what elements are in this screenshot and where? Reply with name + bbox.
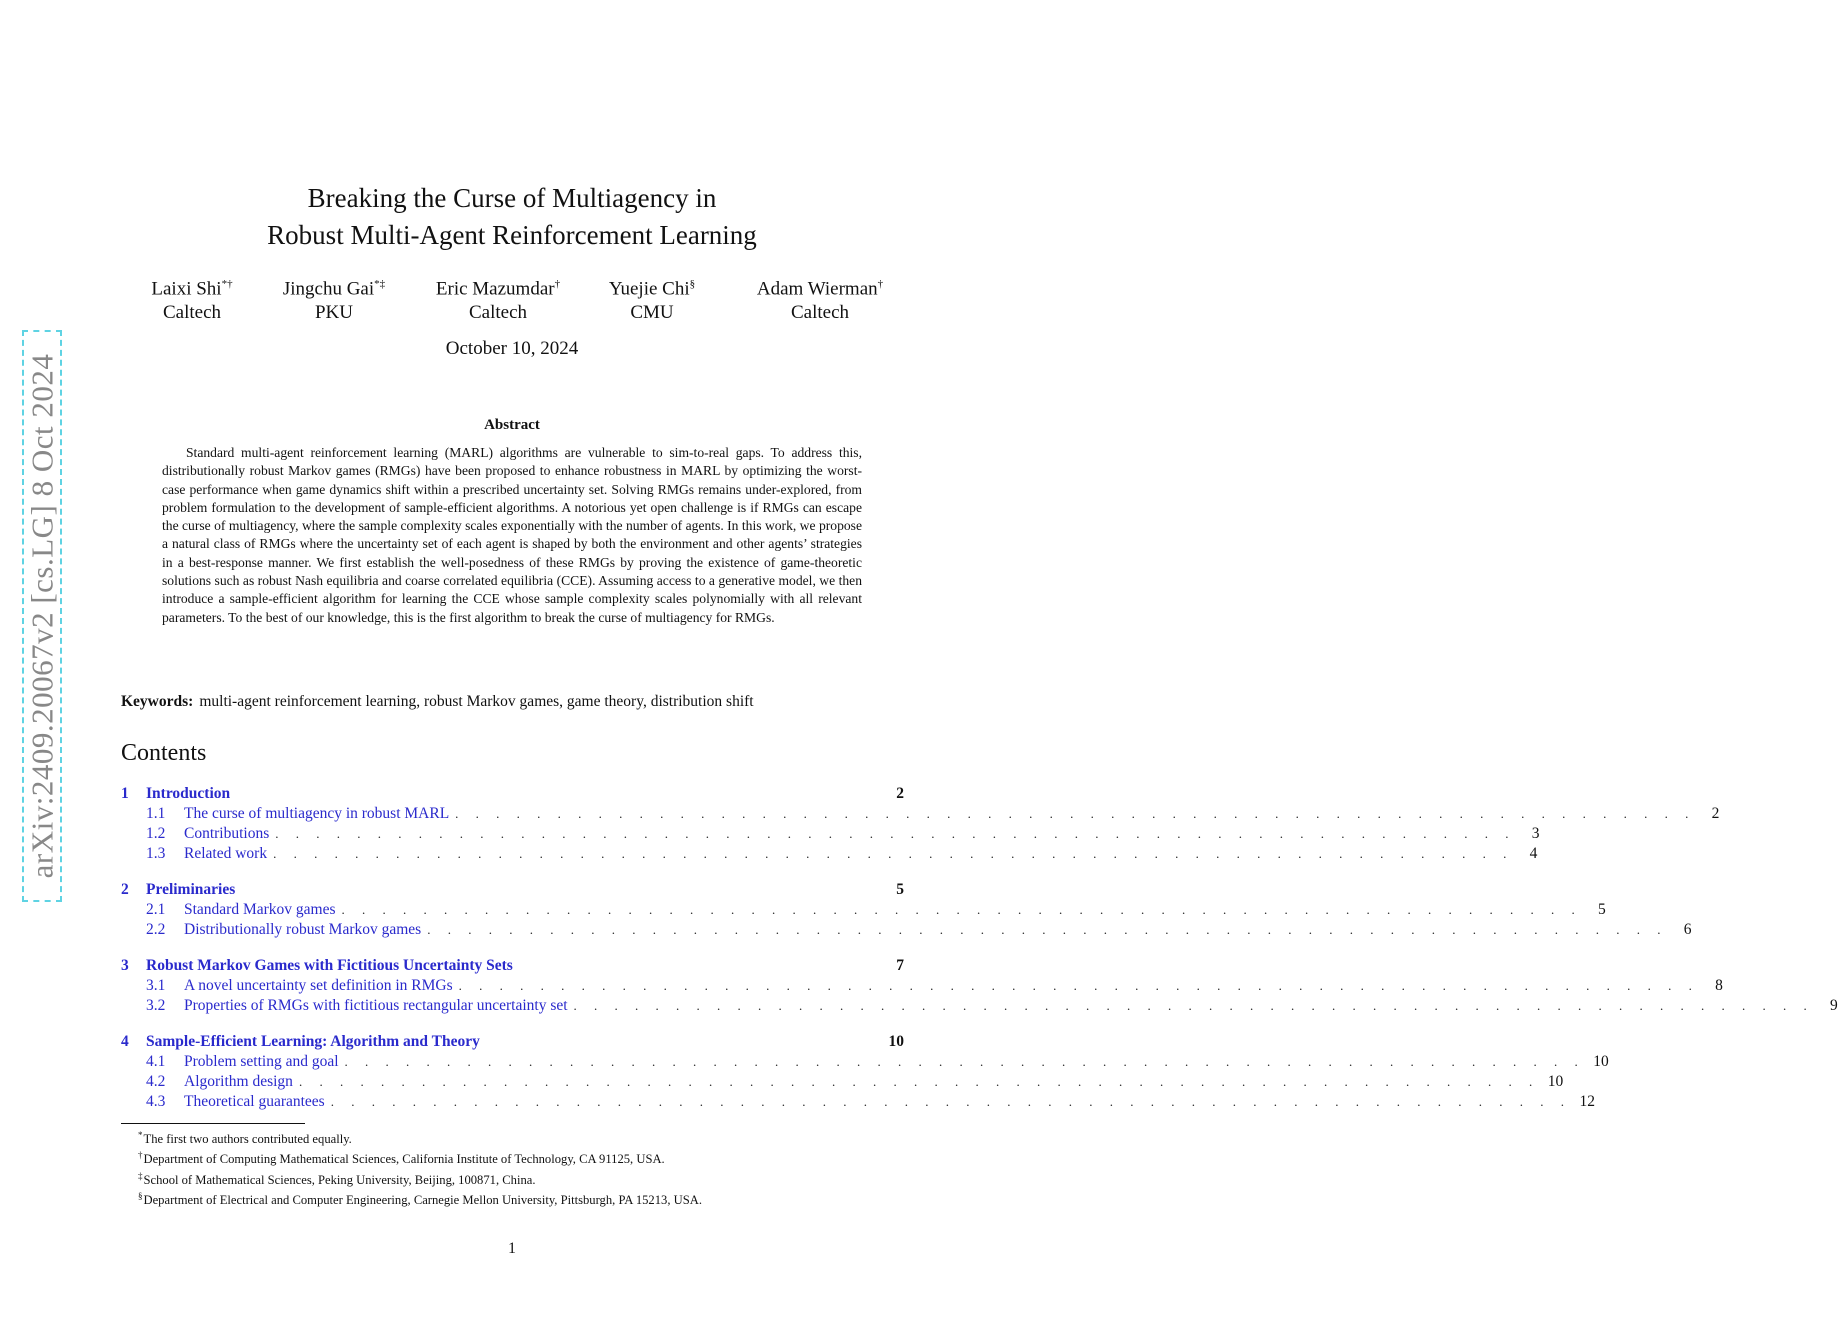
toc-leader-dots: . . . . . . . . . . . . . . . . . . . . . . . . . . . . . . . . . . . . . . . . . . . . . . . . . . . . . . . . . . . . . (455, 806, 1696, 821)
toc-page-number: 10 (888, 1033, 904, 1050)
toc-section-link[interactable] (121, 880, 904, 900)
toc-subsection-title: Standard Markov games (184, 901, 336, 918)
toc-page-number: 8 (1715, 977, 1723, 994)
toc-subsection-number: 4.3 (146, 1093, 166, 1110)
toc-page-number: 5 (896, 881, 904, 898)
toc-section-link[interactable] (121, 784, 904, 804)
footnote-text: Department of Electrical and Computer Engineering, Carnegie Mellon University, Pittsburgh, PA 15213, USA. (143, 1193, 702, 1208)
footnote-mark: † (138, 1150, 143, 1161)
toc-section-title: Preliminaries (146, 881, 236, 898)
author-marks: † (554, 278, 561, 290)
toc-page-number: 2 (896, 785, 904, 802)
toc-subsection-title: Distributionally robust Markov games (184, 921, 422, 938)
author-block (567, 272, 737, 325)
toc-subsection-number: 4.1 (146, 1053, 166, 1070)
paper-title (0, 180, 1024, 254)
toc-subsection-link[interactable] (121, 900, 1606, 920)
footnote-divider (121, 1123, 305, 1124)
toc-section-title: Robust Markov Games with Fictitious Uncertainty Sets (146, 957, 513, 974)
toc-section-number: 2 (121, 881, 129, 898)
toc-leader-dots: . . . . . . . . . . . . . . . . . . . . . . . . . . . . . . . . . . . . . . . . . . . . . . . . . . . . . . . . . . . . . (273, 846, 1514, 861)
footnote-mark: * (138, 1130, 143, 1140)
author-name: Adam Wierman (756, 278, 878, 300)
toc-section-number: 4 (121, 1033, 129, 1050)
toc-subsection-link[interactable] (121, 824, 1540, 844)
publication-date: October 10, 2024 (445, 338, 579, 359)
footnote-text: The first two authors contributed equally. (143, 1132, 352, 1147)
title-line-1: Breaking the Curse of Multiagency in (307, 183, 717, 213)
footnote (138, 1188, 898, 1208)
toc-subsection-link[interactable] (121, 1072, 1564, 1092)
footnotes (138, 1127, 898, 1209)
author-name: Jingchu Gai (282, 278, 375, 300)
toc-page-number: 12 (1579, 1093, 1595, 1110)
toc-section-title: Sample-Efficient Learning: Algorithm and Theory (146, 1033, 480, 1050)
toc-subsection-number: 2.1 (146, 901, 166, 918)
toc-subsection-title: Theoretical guarantees (184, 1093, 325, 1110)
author-affiliation: Caltech (790, 302, 850, 324)
toc-subsection-link[interactable] (121, 920, 1692, 940)
toc-subsection-title: Contributions (184, 825, 270, 842)
toc-subsection-number: 3.2 (146, 997, 166, 1014)
author-affiliation: CMU (630, 302, 674, 324)
author-affiliation: Caltech (468, 302, 528, 324)
author-block (413, 272, 583, 325)
toc-subsection-number: 3.1 (146, 977, 166, 994)
footnote (138, 1168, 898, 1188)
footnote-mark: ‡ (138, 1170, 143, 1181)
page-number: 1 (508, 1240, 516, 1257)
author-name: Laixi Shi (151, 278, 222, 300)
keywords (121, 693, 911, 711)
keywords-text: multi-agent reinforcement learning, robust Markov games, game theory, distribution shift (199, 693, 754, 710)
title-line-2: Robust Multi-Agent Reinforcement Learning (267, 220, 757, 250)
footnote-mark: § (138, 1191, 143, 1202)
toc-subsection-link[interactable] (121, 1092, 1595, 1112)
toc-subsection-number: 2.2 (146, 921, 166, 938)
author-marks: † (877, 278, 884, 290)
author-block (249, 272, 419, 325)
toc-leader-dots: . . . . . . . . . . . . . . . . . . . . . . . . . . . . . . . . . . . . . . . . . . . . . . . . . . . . . . . . . . . . . (341, 902, 1582, 917)
toc-section-title: Introduction (146, 785, 231, 802)
toc-subsection-link[interactable] (121, 976, 1723, 996)
toc-page-number: 9 (1830, 997, 1838, 1014)
arxiv-id-text: arXiv:2409.20067v2 [cs.LG] 8 Oct 2024 (24, 353, 59, 879)
toc-leader-dots: . . . . . . . . . . . . . . . . . . . . . . . . . . . . . . . . . . . . . . . . . . . . . . . . . . . . . . . . . . . . . (275, 826, 1516, 841)
author-marks: *‡ (374, 278, 386, 290)
toc-subsection-link[interactable] (121, 1052, 1609, 1072)
toc-subsection-title: Problem setting and goal (184, 1053, 339, 1070)
toc-subsection-title: Related work (184, 845, 268, 862)
toc-page-number: 10 (1547, 1073, 1564, 1090)
footnote (138, 1147, 898, 1167)
toc-subsection-title: Properties of RMGs with fictitious rectangular uncertainty set (184, 997, 568, 1014)
footnote (138, 1127, 898, 1147)
toc-section-link[interactable] (121, 956, 904, 976)
toc-section-number: 1 (121, 785, 129, 802)
toc-subsection-title: A novel uncertainty set definition in RMGs (184, 977, 453, 994)
footnote-text: Department of Computing Mathematical Sciences, California Institute of Technology, CA 91125, USA. (143, 1152, 665, 1167)
toc-subsection-number: 4.2 (146, 1073, 166, 1090)
author-name: Eric Mazumdar (435, 278, 555, 300)
toc-leader-dots: . . . . . . . . . . . . . . . . . . . . . . . . . . . . . . . . . . . . . . . . . . . . . . . . . . . . . . . . . . . . . (330, 1094, 1571, 1109)
toc-subsection-link[interactable] (121, 844, 1538, 864)
abstract-heading: Abstract (484, 417, 540, 433)
table-of-contents (121, 784, 1838, 1112)
footnote-text: School of Mathematical Sciences, Peking University, Beijing, 100871, China. (143, 1173, 536, 1188)
abstract-text: Standard multi-agent reinforcement learning (MARL) algorithms are vulnerable to sim-to-real gaps. To address this, distributionally robust Markov games (RMGs) have been proposed to enhance robustness in MARL by optimizing the worst-case performance when game dynamics shift within a prescribed uncertainty set. Solving RMGs remains under-explored, from problem formulation to the development of sample-efficient algorithms. A notorious yet open challenge is if RMGs can escape the curse of multiagency, where the sample complexity scales exponentially with the number of agents. In this work, we propose a natural class of RMGs where the uncertainty set of each agent is shaped by both the environment and other agents’ strategies in a best-response manner. We first establish the well-posedness of these RMGs by proving the existence of game-theoretic solutions such as robust Nash equilibria and coarse correlated equilibria (CCE). Assuming access to a generative model, we then introduce a sample-efficient algorithm for learning the CCE whose sample complexity scales polynomially with all relevant parameters. To the best of our knowledge, this is the first algorithm to break the curse of multiagency for RMGs. (162, 445, 862, 625)
toc-page-number: 5 (1598, 901, 1606, 918)
arxiv-identifier-stamp (22, 330, 62, 902)
author-list (0, 272, 1024, 322)
toc-page-number: 7 (896, 957, 904, 974)
toc-page-number: 6 (1683, 921, 1692, 938)
toc-subsection-number: 1.3 (146, 845, 166, 862)
toc-page-number: 3 (1531, 825, 1540, 842)
toc-leader-dots: . . . . . . . . . . . . . . . . . . . . . . . . . . . . . . . . . . . . . . . . . . . . . . . . . . . . . . . . . . . . . (344, 1054, 1585, 1069)
toc-page-number: 4 (1529, 845, 1538, 862)
toc-leader-dots: . . . . . . . . . . . . . . . . . . . . . . . . . . . . . . . . . . . . . . . . . . . . . . . . . . . . . . . . . . . . . (458, 978, 1699, 993)
toc-leader-dots: . . . . . . . . . . . . . . . . . . . . . . . . . . . . . . . . . . . . . . . . . . . . . . . . . . . . . . . . . . . . . (298, 1074, 1540, 1089)
toc-page-number: 10 (1593, 1053, 1609, 1070)
toc-section-link[interactable] (121, 1032, 904, 1052)
author-name: Yuejie Chi (608, 278, 690, 300)
keywords-label: Keywords: (121, 693, 194, 710)
author-block (725, 272, 915, 325)
toc-subsection-title: The curse of multiagency in robust MARL (184, 805, 450, 822)
contents-heading: Contents (121, 740, 207, 766)
toc-subsection-number: 1.2 (146, 825, 166, 842)
toc-subsection-link[interactable] (121, 996, 1838, 1016)
toc-subsection-link[interactable] (121, 804, 1720, 824)
toc-subsection-title: Algorithm design (184, 1073, 293, 1090)
author-marks: § (689, 278, 696, 290)
toc-section-number: 3 (121, 957, 129, 974)
toc-leader-dots: . . . . . . . . . . . . . . . . . . . . . . . . . . . . . . . . . . . . . . . . . . . . . . . . . . . . . . . . . . . . . (573, 998, 1814, 1013)
author-affiliation: Caltech (162, 302, 222, 324)
toc-page-number: 2 (1711, 805, 1720, 822)
author-affiliation: PKU (314, 302, 353, 324)
toc-leader-dots: . . . . . . . . . . . . . . . . . . . . . . . . . . . . . . . . . . . . . . . . . . . . . . . . . . . . . . . . . . . . . (427, 922, 1668, 937)
author-marks: *† (221, 278, 233, 290)
toc-subsection-number: 1.1 (146, 805, 166, 822)
